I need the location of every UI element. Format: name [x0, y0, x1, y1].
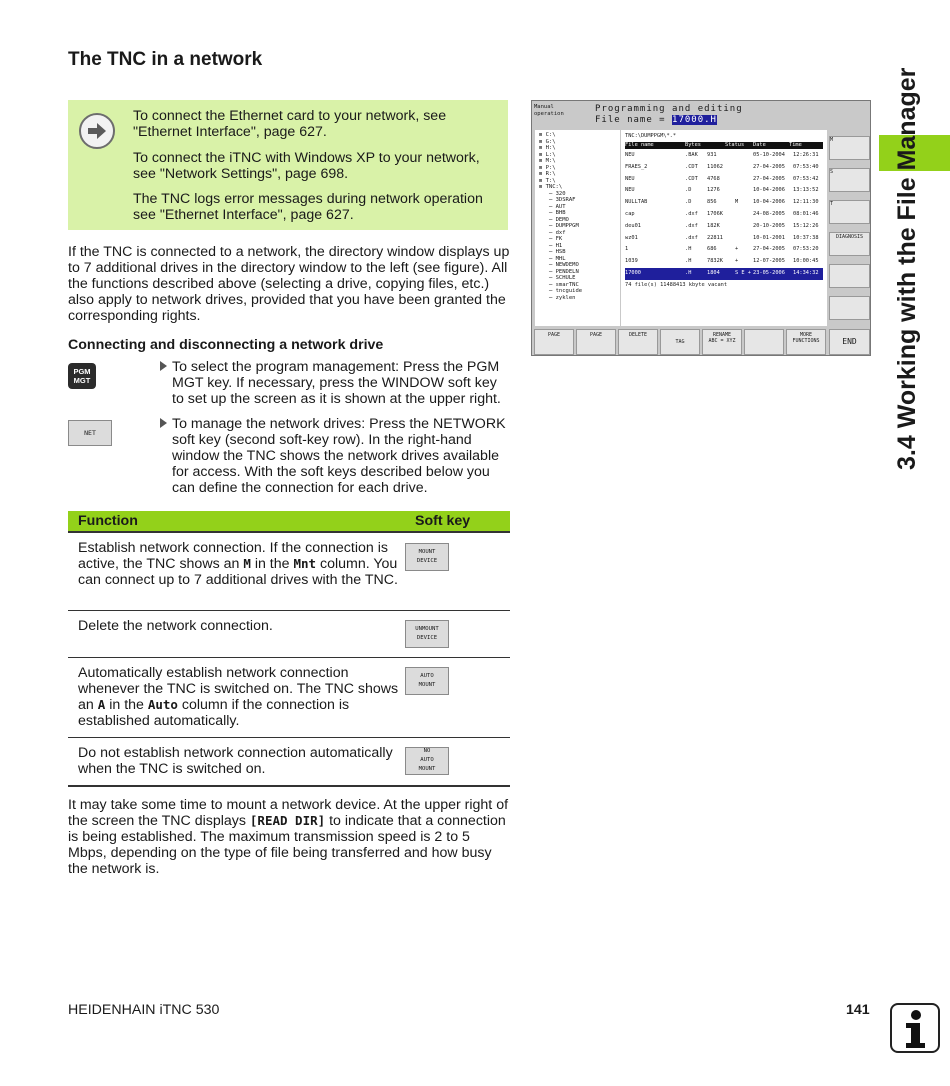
- note-paragraph: The TNC logs error messages during network operation see "Ethernet Interface", page 627.: [133, 191, 483, 223]
- tree-item: ⊞ G:\: [539, 138, 556, 145]
- note-paragraph: To connect the Ethernet card to your network, see "Ethernet Interface", page 627.: [133, 108, 447, 140]
- closing-paragraph: It may take some time to mount a network device. At the upper right of the screen the TNC displays [READ DIR] to indicate that a connection is being established. The maximum transmission speed is 2 to 5 Mbps, depending on the type of file being transferred and how busy the network is.: [68, 797, 509, 877]
- page-down-softkey: PAGE: [576, 329, 616, 355]
- tnc-screenshot-figure: [531, 100, 871, 356]
- step-text: To manage the network drives: Press the NETWORK soft key (second soft-key row). In the right-hand window the TNC shows the network drives available for access. With the soft keys described below you can define the connection for each drive.: [172, 416, 506, 496]
- tree-item: ⊞ H:\: [539, 145, 556, 151]
- mount-device-softkey: MOUNT DEVICE: [405, 543, 449, 571]
- vertical-softkey: S: [829, 168, 870, 192]
- footer-left: HEIDENHAIN iTNC 530: [68, 1002, 220, 1018]
- tree-item: ─ DEMO: [549, 216, 569, 223]
- table-row: [68, 737, 510, 786]
- page-title: The TNC in a network: [68, 49, 263, 70]
- tree-item: ─ 3DSRAF: [549, 197, 576, 203]
- status-line: 74 file(s) 11488413 kbyte vacant: [625, 281, 728, 288]
- chapter-side-title: 3.4 Working with the File Manager: [893, 67, 921, 470]
- unmount-device-softkey: UNMOUNT DEVICE: [405, 620, 449, 648]
- file-row: 1039 .H 7832K + 12-07-2005 10:00:45: [625, 258, 819, 265]
- tree-item: ─ PENDELN: [549, 268, 579, 275]
- end-softkey: END: [829, 329, 870, 355]
- arrow-right-icon: [79, 113, 115, 149]
- table-header-row: [68, 511, 510, 532]
- more-functions-softkey: MORE FUNCTIONS: [786, 329, 826, 355]
- tree-item: ⊞ L:\: [539, 151, 556, 158]
- info-icon: [890, 1003, 940, 1053]
- vertical-softkey: DIAGNOSIS: [829, 232, 870, 256]
- file-list: [621, 130, 827, 326]
- rename-softkey: RENAME ABC = XYZ: [702, 329, 742, 355]
- net-softkey: NET: [68, 420, 112, 446]
- file-row: 1 .H 686 + 27-04-2005 07:53:20: [625, 246, 819, 253]
- file-row: cap .dxf 1706K 24-08-2005 08:01:46: [625, 210, 819, 217]
- page-up-softkey: PAGE: [534, 329, 574, 355]
- table-row: [68, 610, 510, 657]
- table-row: [68, 657, 510, 737]
- no-auto-mount-softkey: NO AUTO MOUNT: [405, 747, 449, 775]
- tree-item: ⊞ T:\: [539, 177, 556, 184]
- tree-item: ─ dxf: [549, 229, 566, 236]
- tree-item: ⊞ C:\: [539, 132, 556, 138]
- vertical-softkey: [829, 264, 870, 288]
- screen-mode: Manual operation: [534, 104, 564, 117]
- tree-item: ─ smarTNC: [549, 281, 579, 288]
- tree-item: ─ H1: [549, 242, 563, 249]
- file-row: NEU .BAK 931 05-10-2004 12:26:31: [625, 152, 819, 158]
- file-row: deu01 .dxf 182K 20-10-2005 15:12:26: [625, 222, 819, 229]
- tree-item: ─ BHB: [549, 210, 566, 216]
- vertical-softkey: M: [829, 136, 870, 160]
- pgm-mgt-key: PGM MGT: [68, 363, 96, 389]
- column-header-softkey: Soft key: [405, 511, 510, 532]
- softkey-table: [68, 511, 510, 787]
- tree-item: ─ FK: [549, 236, 563, 242]
- page-number: 141: [846, 1002, 870, 1018]
- column-header-function: Function: [68, 511, 405, 532]
- file-path: TNC:\DUMPPGM\*.*: [625, 133, 677, 139]
- file-row: FRAES_2 .CDT 11062 27-04-2005 07:53:40: [625, 163, 819, 170]
- step-bullet-icon: [160, 361, 167, 371]
- tree-item: ─ tncguide: [549, 288, 583, 294]
- step-bullet-icon: [160, 418, 167, 428]
- function-description: Automatically establish network connection whenever the TNC is switched on. The TNC shows an A in the Auto column if the connection is established automatically.: [68, 657, 405, 737]
- tree-item: ⊞ P:\: [539, 164, 556, 171]
- subheading: Connecting and disconnecting a network drive: [68, 337, 384, 353]
- auto-mount-softkey: AUTO MOUNT: [405, 667, 449, 695]
- function-description: Delete the network connection.: [68, 610, 405, 657]
- vertical-softkey: [829, 296, 870, 320]
- function-description: Do not establish network connection automatically when the TNC is switched on.: [68, 737, 405, 786]
- vertical-softkey: T: [829, 200, 870, 224]
- tag-softkey: TAG: [660, 329, 700, 355]
- file-list-header: File name Bytes Status Date Time: [625, 142, 823, 149]
- tree-item: ─ 320: [549, 190, 566, 197]
- tree-item: ─ AUT: [549, 203, 566, 210]
- tree-item: ─ SCHULE: [549, 275, 576, 281]
- file-row: NEU .CDT 4768 27-04-2005 07:53:42: [625, 175, 819, 182]
- file-row: NEU .D 1276 10-04-2006 13:13:52: [625, 187, 819, 194]
- table-row: [68, 532, 510, 610]
- tree-item: ⊞ TNC:\: [539, 184, 563, 190]
- delete-softkey: DELETE: [618, 329, 658, 355]
- note-box: [68, 100, 508, 230]
- tree-item: ⊞ M:\: [539, 158, 556, 164]
- tree-item: ─ NEWDEMO: [549, 262, 579, 268]
- note-paragraph: To connect the iTNC with Windows XP to your network, see "Network Settings", page 698.: [133, 150, 480, 182]
- read-dir-code: [READ DIR]: [249, 813, 326, 828]
- tree-item: ─ HSB: [549, 249, 566, 255]
- file-row: NULLTAB .D 856 M 10-04-2006 12:11:30: [625, 199, 819, 206]
- screen-heading: Programming and editing File name = 17000.H: [595, 104, 743, 125]
- function-description: Establish network connection. If the connection is active, the TNC shows an M in the Mnt column. You can connect up to 7 additional drives with the TNC.: [68, 532, 405, 610]
- tree-item: ─ zyklen: [549, 294, 576, 301]
- intro-paragraph: If the TNC is connected to a network, the directory window displays up to 7 additional drives in the directory window to the left (see figure). All the functions described above (selecting a drive, copying files, etc.) also apply to network drives, provided that you have been granted the corresponding rights.: [68, 244, 510, 324]
- empty-softkey: [744, 329, 784, 355]
- tree-item: ⊞ R:\: [539, 171, 556, 177]
- directory-tree: [535, 130, 620, 326]
- file-row: 17000 .H 1804 S E + 23-05-2006 14:34:32: [625, 268, 823, 280]
- tree-item: ─ DUMPPGM: [549, 223, 579, 229]
- step-text: To select the program management: Press the PGM MGT key. If necessary, press the WINDOW soft key to set up the screen as it is shown at the upper right.: [172, 359, 501, 407]
- file-row: wz01 .dxf 22811 10-01-2001 10:37:38: [625, 234, 819, 241]
- tree-item: ─ MHL: [549, 255, 566, 262]
